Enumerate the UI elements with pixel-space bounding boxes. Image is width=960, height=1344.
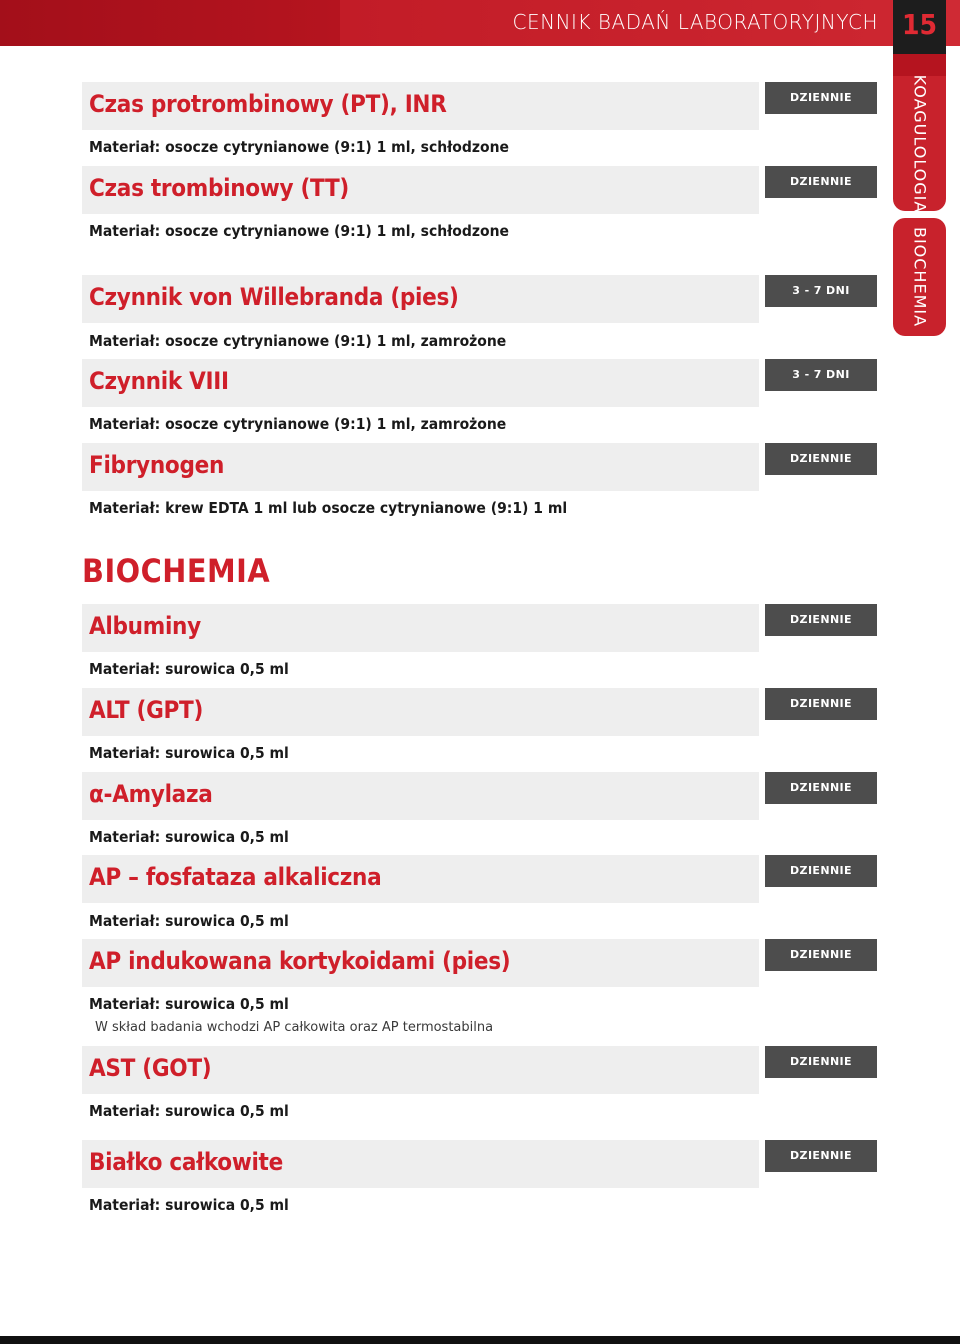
test-material: Materiał: krew EDTA 1 ml lub osocze cytrynianowe (9:1) 1 ml [89, 499, 568, 517]
test-material: Materiał: surowica 0,5 ml [89, 660, 289, 678]
test-name: Czas protrombinowy (PT), INR [89, 90, 447, 118]
test-row [82, 82, 759, 130]
turnaround-badge: DZIENNIE [765, 688, 877, 720]
tab-koagulologia[interactable] [893, 76, 946, 211]
page-number: 15 [901, 8, 938, 41]
test-note: W skład badania wchodzi AP całkowita oraz AP termostabilna [95, 1020, 494, 1035]
test-name: Fibrynogen [89, 451, 225, 479]
test-name: Białko całkowite [89, 1148, 283, 1176]
test-material: Materiał: osocze cytrynianowe (9:1) 1 ml, schłodzone [89, 138, 509, 156]
test-row [82, 166, 759, 214]
test-row [82, 1046, 759, 1094]
turnaround-badge: DZIENNIE [765, 604, 877, 636]
test-material: Materiał: surowica 0,5 ml [89, 1102, 289, 1120]
test-name: Czas trombinowy (TT) [89, 174, 349, 202]
test-material: Materiał: osocze cytrynianowe (9:1) 1 ml, zamrożone [89, 332, 507, 350]
section-title-biochemia: BIOCHEMIA [82, 552, 271, 590]
tab-biochemia-label: BIOCHEMIA [910, 226, 929, 328]
tab-koagulologia-label: KOAGULOLOGIA [910, 74, 929, 213]
turnaround-badge: DZIENNIE [765, 855, 877, 887]
turnaround-badge: DZIENNIE [765, 1140, 877, 1172]
turnaround-badge: DZIENNIE [765, 166, 877, 198]
test-row [82, 855, 759, 903]
turnaround-badge: 3 - 7 DNI [765, 275, 877, 307]
test-name: AP indukowana kortykoidami (pies) [89, 947, 511, 975]
test-material: Materiał: surowica 0,5 ml [89, 1196, 289, 1214]
turnaround-badge: DZIENNIE [765, 443, 877, 475]
test-name: AST (GOT) [89, 1054, 212, 1082]
test-row [82, 604, 759, 652]
page-title: CENNIK BADAŃ LABORATORYJNYCH [512, 10, 878, 34]
test-name: Czynnik von Willebranda (pies) [89, 283, 459, 311]
test-row [82, 1140, 759, 1188]
test-material: Materiał: osocze cytrynianowe (9:1) 1 ml, zamrożone [89, 415, 507, 433]
page-number-strip [893, 54, 946, 76]
tab-biochemia[interactable] [893, 218, 946, 336]
turnaround-badge: DZIENNIE [765, 939, 877, 971]
test-name: Albuminy [89, 612, 201, 640]
test-row [82, 688, 759, 736]
turnaround-badge: DZIENNIE [765, 1046, 877, 1078]
test-row [82, 443, 759, 491]
test-name: AP – fosfataza alkaliczna [89, 863, 382, 891]
test-material: Materiał: osocze cytrynianowe (9:1) 1 ml, schłodzone [89, 222, 509, 240]
test-name: ALT (GPT) [89, 696, 204, 724]
test-row [82, 359, 759, 407]
test-material: Materiał: surowica 0,5 ml [89, 828, 289, 846]
test-material: Materiał: surowica 0,5 ml [89, 912, 289, 930]
test-name: Czynnik VIII [89, 367, 229, 395]
turnaround-badge: DZIENNIE [765, 772, 877, 804]
footer-line [0, 1336, 960, 1344]
test-row [82, 772, 759, 820]
turnaround-badge: DZIENNIE [765, 82, 877, 114]
page-number-box [893, 0, 946, 76]
test-row [82, 275, 759, 323]
turnaround-badge: 3 - 7 DNI [765, 359, 877, 391]
test-name: α-Amylaza [89, 780, 213, 808]
test-row [82, 939, 759, 987]
test-material: Materiał: surowica 0,5 ml [89, 995, 289, 1013]
test-material: Materiał: surowica 0,5 ml [89, 744, 289, 762]
